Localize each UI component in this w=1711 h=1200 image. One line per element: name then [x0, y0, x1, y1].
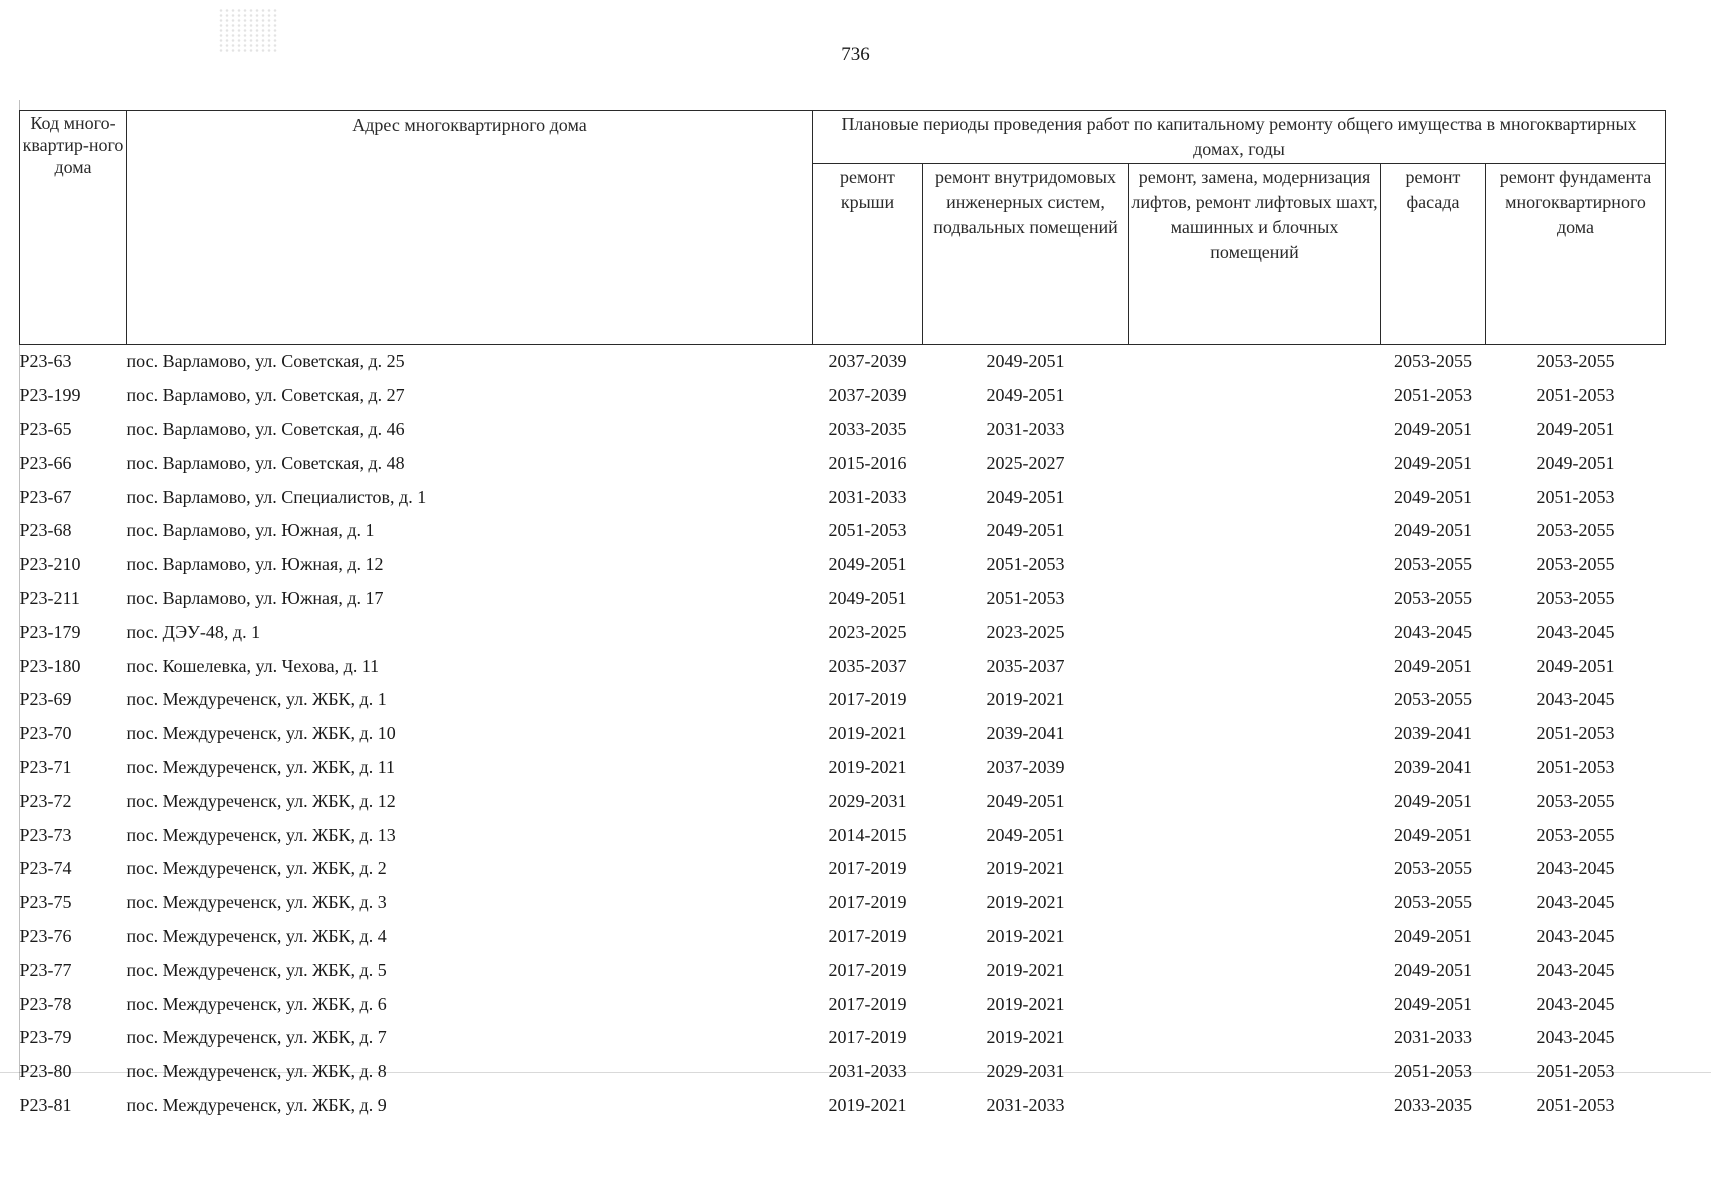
repair-schedule-table	[19, 110, 1666, 1122]
cell-address: пос. Междуреченск, ул. ЖБК, д. 10	[126, 723, 396, 744]
cell-address: пос. Варламово, ул. Южная, д. 17	[126, 587, 384, 608]
cell-code: Р23-66	[19, 452, 72, 473]
cell-code: Р23-75	[19, 892, 72, 913]
cell-code: Р23-78	[19, 993, 72, 1014]
cell-systems: 2025-2027	[986, 452, 1065, 473]
scan-bottom-edge	[0, 1072, 1711, 1073]
cell-code: Р23-68	[19, 520, 72, 541]
cell-lifts	[1129, 683, 1381, 717]
cell-lifts	[1129, 582, 1381, 616]
cell-foundation: 2043-2045	[1536, 959, 1615, 980]
header-planned-periods: Плановые периоды проведения работ по капитальному ремонту общего имущества в многоквартирных домах, годы	[813, 111, 1666, 164]
cell-roof: 2035-2037	[828, 655, 907, 676]
cell-code: Р23-73	[19, 824, 72, 845]
cell-address: пос. Междуреченск, ул. ЖБК, д. 11	[126, 756, 396, 777]
cell-code: Р23-69	[19, 689, 72, 710]
cell-roof: 2031-2033	[828, 1061, 907, 1082]
cell-foundation: 2051-2053	[1536, 486, 1615, 507]
cell-systems: 2049-2051	[986, 385, 1065, 406]
cell-systems: 2031-2033	[986, 418, 1065, 439]
cell-address: пос. Междуреченск, ул. ЖБК, д. 7	[126, 1027, 387, 1048]
cell-address: пос. Варламово, ул. Специалистов, д. 1	[126, 486, 427, 507]
cell-lifts	[1129, 1021, 1381, 1055]
table-row	[20, 514, 1666, 548]
cell-roof: 2049-2051	[828, 554, 907, 575]
cell-address: пос. Междуреченск, ул. ЖБК, д. 6	[126, 993, 387, 1014]
cell-address: пос. Междуреченск, ул. ЖБК, д. 9	[126, 1094, 387, 1115]
cell-foundation: 2051-2053	[1536, 1061, 1615, 1082]
cell-address: пос. Междуреченск, ул. ЖБК, д. 4	[126, 925, 387, 946]
cell-lifts	[1129, 514, 1381, 548]
cell-roof: 2033-2035	[828, 418, 907, 439]
cell-systems: 2019-2021	[986, 1027, 1065, 1048]
header-foundation: ремонт фундамента многоквартирного дома	[1486, 164, 1666, 345]
table-row	[20, 615, 1666, 649]
cell-foundation: 2053-2055	[1536, 587, 1615, 608]
cell-roof: 2014-2015	[828, 824, 907, 845]
table-row	[20, 582, 1666, 616]
cell-lifts	[1129, 649, 1381, 683]
cell-systems: 2031-2033	[986, 1094, 1065, 1115]
cell-foundation: 2049-2051	[1536, 418, 1615, 439]
cell-roof: 2019-2021	[828, 1094, 907, 1115]
cell-systems: 2051-2053	[986, 554, 1065, 575]
cell-address: пос. Варламово, ул. Южная, д. 12	[126, 554, 384, 575]
cell-lifts	[1129, 818, 1381, 852]
cell-foundation: 2043-2045	[1536, 621, 1615, 642]
table-row	[20, 548, 1666, 582]
cell-address: пос. Междуреченск, ул. ЖБК, д. 2	[126, 858, 387, 879]
table-header	[20, 111, 1666, 345]
cell-roof: 2037-2039	[828, 351, 907, 372]
table-row	[20, 818, 1666, 852]
header-address: Адрес многоквартирного дома	[127, 111, 813, 345]
page-number: 736	[841, 44, 870, 65]
cell-systems: 2049-2051	[986, 520, 1065, 541]
table-row	[20, 1089, 1666, 1123]
cell-foundation: 2053-2055	[1536, 790, 1615, 811]
cell-roof: 2019-2021	[828, 723, 907, 744]
cell-lifts	[1129, 717, 1381, 751]
cell-address: пос. Кошелевка, ул. Чехова, д. 11	[126, 655, 380, 676]
cell-facade: 2049-2051	[1394, 418, 1472, 439]
cell-systems: 2049-2051	[986, 824, 1065, 845]
cell-facade: 2053-2055	[1394, 554, 1472, 575]
cell-code: Р23-211	[19, 587, 80, 608]
table-row	[20, 784, 1666, 818]
cell-systems: 2039-2041	[986, 723, 1065, 744]
cell-systems: 2035-2037	[986, 655, 1065, 676]
cell-roof: 2017-2019	[828, 959, 907, 980]
cell-facade: 2049-2051	[1394, 993, 1472, 1014]
cell-code: Р23-63	[19, 351, 72, 372]
cell-foundation: 2043-2045	[1536, 892, 1615, 913]
cell-code: Р23-71	[19, 756, 72, 777]
header-lifts: ремонт, замена, модернизация лифтов, ремонт лифтовых шахт, машинных и блочных помещений	[1129, 164, 1381, 345]
table-row	[20, 345, 1666, 379]
cell-roof: 2017-2019	[828, 689, 907, 710]
cell-foundation: 2043-2045	[1536, 993, 1615, 1014]
cell-facade: 2053-2055	[1394, 892, 1472, 913]
cell-systems: 2049-2051	[986, 486, 1065, 507]
cell-facade: 2049-2051	[1394, 486, 1472, 507]
cell-systems: 2029-2031	[986, 1061, 1065, 1082]
cell-facade: 2053-2055	[1394, 858, 1472, 879]
table-row	[20, 987, 1666, 1021]
cell-systems: 2049-2051	[986, 351, 1065, 372]
table-row	[20, 920, 1666, 954]
cell-address: пос. ДЭУ-48, д. 1	[126, 621, 261, 642]
cell-lifts	[1129, 886, 1381, 920]
cell-facade: 2051-2053	[1394, 1061, 1472, 1082]
cell-lifts	[1129, 345, 1381, 379]
cell-code: Р23-67	[19, 486, 72, 507]
table-row	[20, 886, 1666, 920]
table-row	[20, 852, 1666, 886]
cell-facade: 2053-2055	[1394, 587, 1472, 608]
cell-roof: 2029-2031	[828, 790, 907, 811]
cell-facade: 2049-2051	[1394, 520, 1472, 541]
cell-roof: 2049-2051	[828, 587, 907, 608]
cell-address: пос. Варламово, ул. Советская, д. 27	[126, 385, 405, 406]
cell-lifts	[1129, 751, 1381, 785]
table-row	[20, 446, 1666, 480]
cell-roof: 2037-2039	[828, 385, 907, 406]
cell-address: пос. Междуреченск, ул. ЖБК, д. 5	[126, 959, 387, 980]
table-row	[20, 649, 1666, 683]
cell-roof: 2017-2019	[828, 925, 907, 946]
cell-facade: 2049-2051	[1394, 824, 1472, 845]
cell-facade: 2053-2055	[1394, 689, 1472, 710]
cell-code: Р23-81	[19, 1094, 72, 1115]
cell-lifts	[1129, 1089, 1381, 1123]
cell-facade: 2039-2041	[1394, 723, 1472, 744]
cell-facade: 2049-2051	[1394, 452, 1472, 473]
table-row	[20, 953, 1666, 987]
cell-roof: 2031-2033	[828, 486, 907, 507]
cell-roof: 2023-2025	[828, 621, 907, 642]
cell-facade: 2049-2051	[1394, 790, 1472, 811]
cell-systems: 2037-2039	[986, 756, 1065, 777]
cell-address: пос. Междуреченск, ул. ЖБК, д. 8	[126, 1061, 387, 1082]
cell-code: Р23-74	[19, 858, 72, 879]
cell-roof: 2017-2019	[828, 993, 907, 1014]
cell-systems: 2019-2021	[986, 993, 1065, 1014]
cell-facade: 2053-2055	[1394, 351, 1472, 372]
cell-facade: 2043-2045	[1394, 621, 1472, 642]
cell-lifts	[1129, 920, 1381, 954]
cell-roof: 2017-2019	[828, 858, 907, 879]
cell-facade: 2049-2051	[1394, 925, 1472, 946]
cell-lifts	[1129, 446, 1381, 480]
cell-lifts	[1129, 615, 1381, 649]
cell-code: Р23-180	[19, 655, 81, 676]
cell-address: пос. Междуреченск, ул. ЖБК, д. 12	[126, 790, 396, 811]
cell-lifts	[1129, 379, 1381, 413]
cell-foundation: 2051-2053	[1536, 385, 1615, 406]
cell-foundation: 2043-2045	[1536, 925, 1615, 946]
cell-facade: 2031-2033	[1394, 1027, 1472, 1048]
table-body	[20, 345, 1666, 1123]
cell-systems: 2019-2021	[986, 925, 1065, 946]
cell-code: Р23-72	[19, 790, 72, 811]
cell-lifts	[1129, 784, 1381, 818]
cell-foundation: 2043-2045	[1536, 1027, 1615, 1048]
cell-systems: 2049-2051	[986, 790, 1065, 811]
cell-foundation: 2053-2055	[1536, 520, 1615, 541]
header-row-group	[20, 111, 1666, 164]
cell-foundation: 2049-2051	[1536, 655, 1615, 676]
cell-systems: 2019-2021	[986, 892, 1065, 913]
cell-lifts	[1129, 852, 1381, 886]
cell-foundation: 2051-2053	[1536, 723, 1615, 744]
cell-roof: 2017-2019	[828, 1027, 907, 1048]
cell-foundation: 2053-2055	[1536, 351, 1615, 372]
cell-address: пос. Междуреченск, ул. ЖБК, д. 3	[126, 892, 387, 913]
cell-systems: 2019-2021	[986, 689, 1065, 710]
cell-systems: 2019-2021	[986, 959, 1065, 980]
table-row	[20, 379, 1666, 413]
header-facade: ремонт фасада	[1381, 164, 1486, 345]
header-roof: ремонт крыши	[813, 164, 923, 345]
cell-code: Р23-79	[19, 1027, 72, 1048]
cell-foundation: 2053-2055	[1536, 554, 1615, 575]
cell-address: пос. Междуреченск, ул. ЖБК, д. 1	[126, 689, 387, 710]
cell-lifts	[1129, 987, 1381, 1021]
cell-lifts	[1129, 413, 1381, 447]
cell-address: пос. Варламово, ул. Советская, д. 48	[126, 452, 405, 473]
cell-systems: 2023-2025	[986, 621, 1065, 642]
cell-systems: 2019-2021	[986, 858, 1065, 879]
cell-address: пос. Варламово, ул. Южная, д. 1	[126, 520, 375, 541]
cell-code: Р23-70	[19, 723, 72, 744]
cell-foundation: 2051-2053	[1536, 1094, 1615, 1115]
table-row	[20, 480, 1666, 514]
cell-code: Р23-199	[19, 385, 81, 406]
cell-lifts	[1129, 548, 1381, 582]
cell-code: Р23-179	[19, 621, 81, 642]
cell-foundation: 2043-2045	[1536, 689, 1615, 710]
cell-roof: 2051-2053	[828, 520, 907, 541]
cell-systems: 2051-2053	[986, 587, 1065, 608]
cell-address: пос. Междуреченск, ул. ЖБК, д. 13	[126, 824, 396, 845]
cell-roof: 2015-2016	[828, 452, 907, 473]
cell-facade: 2033-2035	[1394, 1094, 1472, 1115]
cell-foundation: 2051-2053	[1536, 756, 1615, 777]
cell-code: Р23-80	[19, 1061, 72, 1082]
cell-code: Р23-210	[19, 554, 81, 575]
cell-roof: 2019-2021	[828, 756, 907, 777]
cell-foundation: 2053-2055	[1536, 824, 1615, 845]
cell-code: Р23-65	[19, 418, 72, 439]
cell-facade: 2051-2053	[1394, 385, 1472, 406]
cell-address: пос. Варламово, ул. Советская, д. 46	[126, 418, 405, 439]
cell-facade: 2049-2051	[1394, 959, 1472, 980]
table-row	[20, 717, 1666, 751]
cell-facade: 2049-2051	[1394, 655, 1472, 676]
cell-lifts	[1129, 480, 1381, 514]
header-code: Код много-квартир-ного дома	[20, 111, 127, 345]
cell-address: пос. Варламово, ул. Советская, д. 25	[126, 351, 405, 372]
table-row	[20, 1021, 1666, 1055]
cell-code: Р23-76	[19, 925, 72, 946]
cell-facade: 2039-2041	[1394, 756, 1472, 777]
cell-foundation: 2043-2045	[1536, 858, 1615, 879]
cell-foundation: 2049-2051	[1536, 452, 1615, 473]
table-row	[20, 751, 1666, 785]
header-systems: ремонт внутридомовых инженерных систем, подвальных помещений	[923, 164, 1129, 345]
table-row	[20, 413, 1666, 447]
table-row	[20, 683, 1666, 717]
cell-code: Р23-77	[19, 959, 72, 980]
cell-lifts	[1129, 953, 1381, 987]
cell-roof: 2017-2019	[828, 892, 907, 913]
